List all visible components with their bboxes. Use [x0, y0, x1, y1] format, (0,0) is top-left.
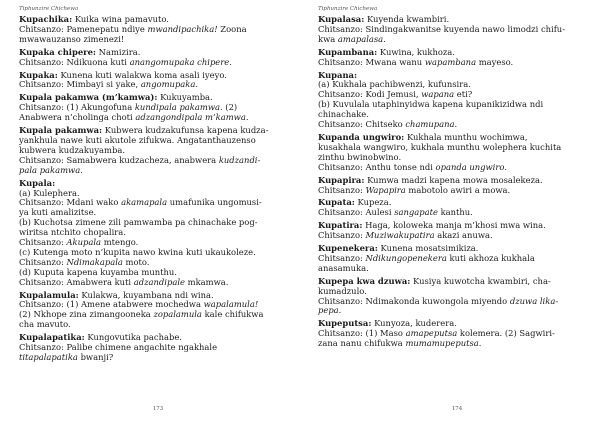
example-word: kudzandi-	[218, 154, 261, 165]
page-number: 174	[451, 406, 463, 412]
entry-line	[318, 339, 596, 349]
entry-definition: Kunena mosatsimikiza.	[377, 243, 479, 254]
entry-text: .	[454, 119, 458, 130]
entry-term: Kupala pakamwa (m’kamwa):	[19, 92, 158, 103]
entry-term: Kupatira:	[318, 220, 363, 231]
entry-definition: Kuika wina pamavuto.	[72, 14, 169, 24]
example-word: wapana	[421, 89, 455, 100]
dictionary-entry	[19, 126, 297, 176]
dictionary-entries	[19, 15, 297, 366]
entry-term: Kupaka:	[19, 69, 58, 80]
example-word: opanda ungwiro	[435, 161, 505, 172]
entry-text: (a) Kukhala pachibwenzi, kufunsira.	[318, 79, 471, 90]
example-word: akamapala	[121, 197, 168, 208]
entry-text: kolemera. (2) Sagwiri-	[457, 328, 555, 339]
entry-line	[318, 306, 596, 316]
entry-definition: Kupeza.	[354, 197, 392, 208]
entry-text: Chitsanzo:	[318, 230, 366, 241]
example-word: kundipala pakamwa	[134, 102, 220, 113]
entry-text: Chitsanzo:	[318, 184, 366, 195]
dictionary-entry	[318, 15, 596, 45]
example-word: Ndikungopenekera	[365, 252, 447, 263]
entry-text: Chitsanzo: Palibe chimene angachite ngakhale	[19, 342, 218, 353]
entry-term: Kupana:	[318, 69, 358, 80]
entry-text: bwanji?	[77, 352, 114, 362]
entry-term: Kupenekera:	[318, 243, 378, 254]
left-page	[19, 0, 297, 424]
entry-line	[318, 231, 596, 241]
entry-line	[19, 35, 297, 45]
entry-term: Kupata:	[318, 197, 355, 208]
entry-definition: Kukhala munthu wochimwa,	[404, 131, 528, 142]
example-word: Ndimakapala	[66, 256, 123, 267]
entry-text: moto.	[122, 256, 150, 267]
entry-term: Kupala:	[19, 177, 56, 188]
entry-text: Chitsanzo: Aulesi	[318, 207, 395, 218]
entry-line	[318, 297, 596, 307]
entry-text: yankhula nawe kuti akutole zifukwa. Angatanthauzenso	[19, 134, 256, 145]
entry-line	[318, 163, 596, 173]
entry-text: kusakhala wangwiro, kukhala munthu wolephera kuchita	[318, 141, 562, 152]
entry-text: (b) Kuchotsa zimene zili pamwamba pa chinachake pog-	[19, 217, 258, 228]
dictionary-entry	[318, 48, 596, 68]
entry-text: Chitsanzo: Kodi Jemusi,	[318, 89, 422, 100]
example-word: pepa	[318, 305, 339, 316]
entry-text: .	[80, 164, 83, 175]
entry-line	[19, 320, 297, 330]
dictionary-entry	[318, 198, 596, 218]
entry-line	[19, 80, 297, 90]
entry-text: Chitsanzo: Samabwera kudzacheza, anabwera	[19, 154, 219, 165]
entry-text: chinachake.	[318, 109, 369, 120]
entry-text: kwa	[318, 33, 338, 44]
entry-text: Zoona	[217, 23, 247, 34]
example-word: Wapapira	[365, 184, 406, 195]
entry-line	[318, 186, 596, 196]
example-word: dzuwa lika-	[509, 295, 559, 306]
page-number: 173	[152, 406, 164, 412]
entry-line	[318, 58, 596, 68]
entry-text: (b) Kuvulala utaphinyidwa kapena kupanikizidwa ndi	[318, 99, 544, 110]
entry-line	[318, 264, 596, 274]
entry-line	[19, 58, 297, 68]
example-word: adzangondipala m’kamwa	[135, 112, 246, 123]
entry-text: eti?	[454, 89, 473, 100]
example-word: titapalapatika	[19, 352, 78, 362]
entry-term: Kupeputsa:	[318, 318, 372, 329]
entry-definition: Haga, koloweka manja m’khosi mwa wina.	[362, 220, 546, 231]
entry-text: (2) Nkhope zina zimangooneka	[19, 309, 154, 320]
dictionary-entry	[318, 221, 596, 241]
entry-line	[19, 278, 297, 288]
dictionary-entry	[19, 333, 297, 363]
entry-text: kubwera kudzakuyamba.	[19, 144, 126, 155]
entry-term: Kupalasa:	[318, 14, 365, 24]
dictionary-entry	[318, 133, 596, 173]
entry-text: mayeso.	[476, 56, 514, 67]
entry-text: ya kuti amalizitse.	[19, 207, 97, 218]
entry-text: .	[338, 305, 342, 316]
entry-text: Chitsanzo:	[318, 252, 366, 263]
entry-line	[318, 208, 596, 218]
entry-term: Kupambana:	[318, 46, 378, 57]
example-word: wapambana	[424, 56, 477, 67]
dictionary-entry	[19, 291, 297, 331]
dictionary-entry	[19, 15, 297, 45]
entry-term: Kupachika:	[19, 14, 73, 24]
entry-text: Chitsanzo: Chitseko	[318, 119, 406, 130]
entry-definition: Kulakwa, kuyambana ndi wina.	[78, 289, 214, 300]
entry-definition: Kuyenda kwambiri.	[364, 14, 450, 24]
example-word: amapeputsa	[405, 328, 458, 339]
example-word: wapalamula!	[203, 299, 259, 310]
entry-definition: Kusiya kuwotcha kwambiri, cha-	[410, 275, 551, 286]
entry-text: Chitsanzo: (1) Amene atabwere mochedwa	[19, 299, 204, 310]
example-word: pala pakamwa	[19, 164, 81, 175]
entry-text: Chitsanzo: Anthu tonse ndi	[318, 161, 436, 172]
entry-definition: Kukuyamba.	[157, 92, 213, 103]
example-word: mumamupeputsa	[405, 338, 479, 349]
entry-definition: Kunyoza, kuderera.	[371, 318, 457, 329]
entry-term: Kupalamula:	[19, 289, 79, 300]
entry-line	[19, 166, 297, 176]
entry-text: wiritsa ntchito chopalira.	[19, 227, 126, 238]
example-word: Akupala	[66, 237, 102, 248]
example-word: zopalamula	[153, 309, 202, 320]
entry-text: . (2)	[219, 102, 238, 113]
entry-text: .	[383, 33, 386, 44]
dictionary-entry	[318, 277, 596, 317]
example-word: chamupana	[405, 119, 455, 130]
entry-text: .	[478, 338, 482, 349]
entry-text: Chitsanzo: Pamenepatu ndiye	[19, 23, 148, 34]
entry-text: Chitsanzo: Ndimakonda kuwongola miyendo	[318, 295, 510, 306]
right-page	[318, 0, 596, 424]
dictionary-entry	[318, 244, 596, 274]
dictionary-entry	[318, 319, 596, 349]
entry-text: anasamuka.	[318, 262, 369, 273]
entry-definition: Kumwa madzi kapena mowa mosalekeza.	[364, 174, 543, 185]
entry-text: umafunika ungomusi-	[167, 197, 262, 208]
entry-definition: Kubwera kudzakufunsa kapena kudza-	[102, 125, 269, 136]
example-word: anangomupaka chipere	[129, 56, 230, 67]
dictionary-entry	[19, 71, 297, 91]
entry-text: Chitsanzo: (1) Akungofuna	[19, 102, 135, 113]
entry-definition: Kungovutika pachabe.	[84, 332, 182, 343]
entry-text: Chitsanzo: Sindingakwanitse kuyenda nawo limodzi chifu-	[318, 23, 566, 34]
entry-text: zana nanu chifukwa	[318, 338, 406, 349]
entry-text: Chitsanzo: Mimbayi si yake,	[19, 79, 141, 90]
entry-text: zinthu bwinobwino.	[318, 151, 402, 162]
entry-text: mtengo.	[101, 237, 139, 248]
entry-text: .	[504, 161, 508, 172]
entry-text: (a) Kulephera.	[19, 187, 80, 198]
entry-definition: Namizira.	[96, 46, 141, 57]
dictionary-entry	[19, 48, 297, 68]
entry-text: .	[195, 79, 199, 90]
entry-text: (c) Kutenga moto n’kupita nawo kwina kuti ukaukoleze.	[19, 246, 256, 257]
example-word: adzandipale	[133, 276, 185, 287]
entry-line	[19, 353, 297, 363]
entry-text: Chitsanzo: (1) Maso	[318, 328, 406, 339]
entry-text: mabotolo awiri a mowa.	[405, 184, 511, 195]
entry-text: Chitsanzo:	[19, 237, 67, 248]
entry-text: kumadzulo.	[318, 285, 367, 296]
entry-text: mkamwa.	[184, 276, 229, 287]
entry-term: Kupanda ungwiro:	[318, 131, 405, 142]
entry-text: Chitsanzo:	[19, 256, 67, 267]
entry-text: .	[245, 112, 249, 123]
entry-term: Kupalapatika:	[19, 332, 85, 343]
entry-text: mwawauzanso zimenezi!	[19, 33, 125, 44]
entry-term: Kupala pakamwa:	[19, 125, 103, 136]
entry-text: Chitsanzo: Mdani wako	[19, 197, 122, 208]
example-word: sangapate	[394, 207, 438, 218]
entry-text: kanthu.	[437, 207, 473, 218]
entry-term: Kupaka chipere:	[19, 46, 96, 57]
entry-text: Chitsanzo: Ndikuona kuti	[19, 56, 130, 67]
example-word: amapalasa	[337, 33, 384, 44]
entry-text: (d) Kuputa kapena kuyamba munthu.	[19, 266, 177, 277]
entry-text: Anabwera n’cholinga choti	[19, 112, 136, 123]
entry-line	[318, 35, 596, 45]
entry-term: Kupapira:	[318, 174, 365, 185]
dictionary-entry	[19, 93, 297, 123]
running-header: Tiphunzire Chichewa	[318, 6, 378, 12]
example-word: angomupaka	[140, 79, 196, 90]
entry-line	[19, 113, 297, 123]
running-header: Tiphunzire Chichewa	[19, 6, 79, 12]
dictionary-entry	[318, 176, 596, 196]
entry-definition: Kuwina, kukhoza.	[377, 46, 455, 57]
dictionary-entry	[318, 71, 596, 130]
entry-definition: Kunena kuti walakwa koma asali iyeyo.	[57, 69, 227, 80]
entry-text: kale chifukwa	[201, 309, 264, 320]
entry-term: Kupepa kwa dzuwa:	[318, 275, 411, 286]
example-word: Muziwakupatira	[365, 230, 435, 241]
entry-text: Chitsanzo: Amabwera kuti	[19, 276, 134, 287]
entry-text: akazi anuwa.	[434, 230, 493, 241]
example-word: mwandipachika!	[147, 23, 218, 34]
dictionary-entry	[19, 179, 297, 288]
entry-text: kuti akhoza kukhala	[446, 252, 535, 263]
dictionary-entries	[318, 15, 596, 352]
entry-line	[318, 120, 596, 130]
entry-text: .	[229, 56, 232, 67]
entry-text: cha mavuto.	[19, 319, 71, 330]
entry-text: Chitsanzo: Mwana wanu	[318, 56, 425, 67]
